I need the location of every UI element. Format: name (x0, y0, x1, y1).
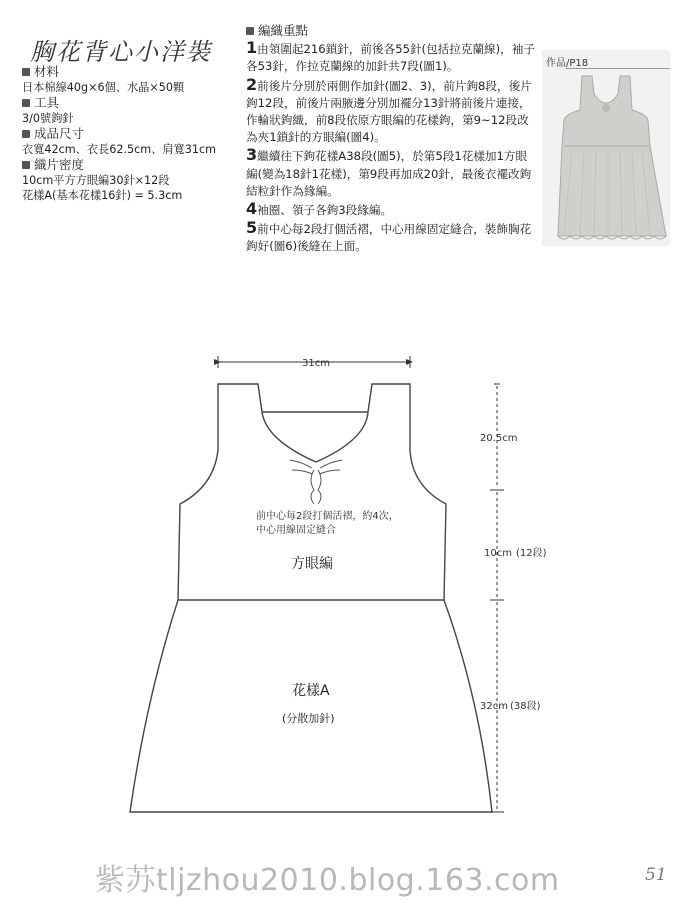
size-head: 成品尺寸 (22, 126, 237, 142)
dress-outline (130, 384, 492, 812)
gauge-line-2: 花樣A(基本花樣16針) = 5.3cm (22, 189, 183, 202)
vertical-dimensions (490, 384, 504, 812)
pleat-note-line1: 前中心每2段打個活褶，約4次， (256, 511, 399, 522)
materials-line: 日本棉線40g×6個、水晶×50顆 (22, 80, 185, 94)
photo-label-rule (566, 68, 670, 69)
step-3: 3繼續往下鉤花樣A38段(圖5)，於第5段1花樣加1方眼編(變為18針1花樣)，第9段再加成20針，最後衣襬改鉤結粒針作為緣編。 (246, 145, 532, 198)
pleat-note-line2: 中心用線固定縫合 (256, 525, 336, 536)
gauge-line-1: 10cm平方方眼編30針×12段 (22, 173, 170, 187)
bodice-label: 方眼編 (291, 556, 333, 572)
dim-skirt-rows: (38段) (510, 701, 541, 712)
step-1: 1由領圍起216鎖針，前後各55針(包括拉克蘭線)，袖子各53針，作拉克蘭線的加針共7段(圖1)。 (246, 38, 535, 74)
photo-label: 作品/P18 (546, 58, 589, 69)
neckline (262, 412, 368, 462)
materials-section (22, 64, 237, 204)
dim-shoulder-label: 31cm (302, 358, 330, 369)
product-photo (542, 50, 670, 246)
bullet-icon (246, 27, 254, 35)
step-5: 5前中心每2段打個活褶，中心用線固定縫合，裝飾胸花鉤好(圖6)後縫在上面。 (246, 218, 532, 254)
skirt-label: 花樣A (292, 683, 330, 699)
skirt-sublabel: (分散加針) (282, 712, 335, 725)
pleat-marks (290, 460, 342, 504)
page-number: 51 (645, 865, 667, 885)
dim-upper-label: 20.5cm (480, 433, 518, 444)
materials-head: 材料 (22, 64, 237, 80)
bullet-icon (22, 130, 30, 138)
gauge-head: 織片密度 (22, 157, 237, 173)
tools-line: 3/0號鉤針 (22, 111, 74, 125)
size-line: 衣寬42cm、衣長62.5cm、肩寬31cm (22, 142, 217, 156)
bullet-icon (22, 99, 30, 107)
step-4: 4袖圈、領子各鉤3段緣編。 (246, 199, 393, 219)
dim-bodice-rows: (12段) (516, 548, 547, 559)
instructions-head: 編織重點 (246, 22, 536, 39)
schematic-diagram (0, 330, 690, 830)
step-2: 2前後片分別於兩側作加針(圖2、3)，前片鉤8段，後片鉤12段，前後片兩腋邊分別加襬分13針將前後片連接，作輪狀鉤織，前8段依原方眼編的花樣鉤，第9~12段改為夾1鎖針的方眼編(圖4)。 (246, 74, 532, 145)
page-title: 胸花背心小洋裝 (30, 38, 212, 66)
bullet-icon (22, 68, 30, 76)
tools-head: 工具 (22, 95, 237, 111)
dim-skirt-label: 32cm (480, 701, 508, 712)
bullet-icon (22, 161, 30, 169)
watermark: 紫苏tljzhou2010.blog.163.com (95, 863, 560, 898)
dress-photo-illustration (542, 50, 670, 246)
dim-bodice-label: 10cm (484, 548, 512, 559)
instructions-section (246, 22, 536, 256)
